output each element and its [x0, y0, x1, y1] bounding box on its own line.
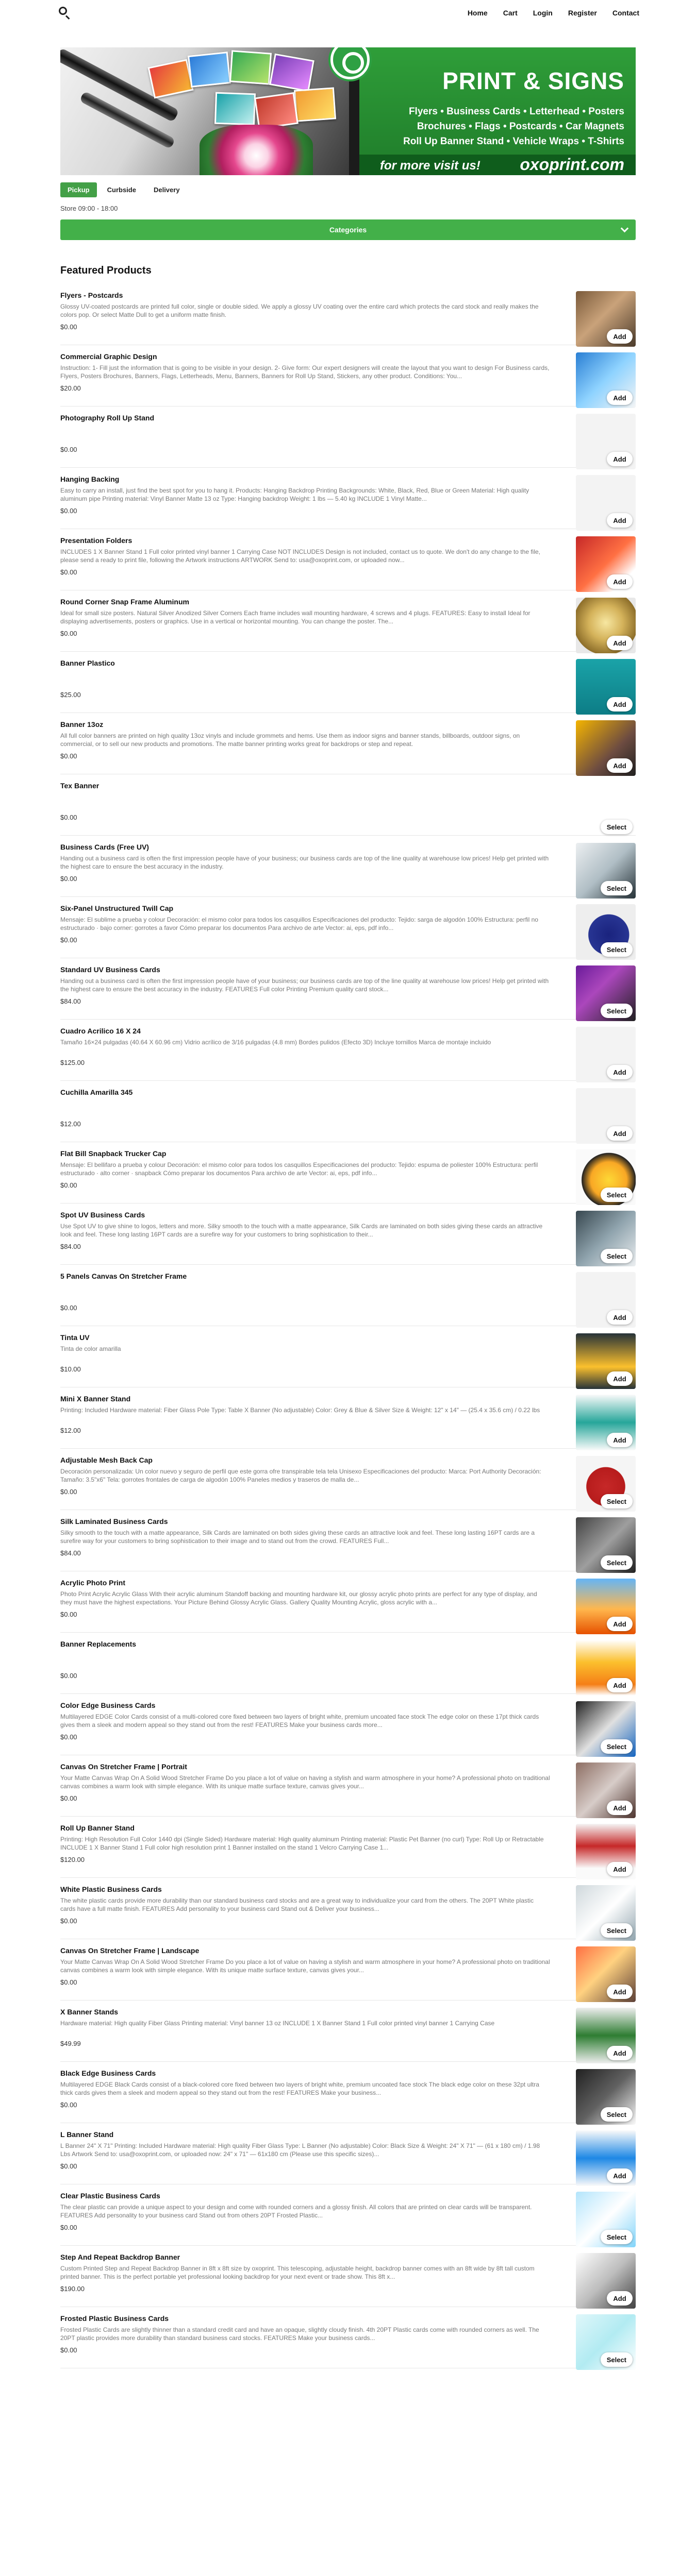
add-to-cart-button[interactable]: Add — [607, 1310, 633, 1325]
product-description — [60, 425, 550, 443]
product-price: $0.00 — [60, 323, 77, 331]
product-price: $0.00 — [60, 1917, 77, 1925]
product-description: Your Matte Canvas Wrap On A Solid Wood Stretcher Frame Do you place a lot of value on having a stylish and warm atmosphere in your home? A professional photo on traditional canvas combines a warm look with simple elegance. With its unique matte surface texture, canvas gives your... — [60, 1958, 550, 1974]
product-item[interactable] — [60, 897, 636, 958]
product-image[interactable] — [576, 2130, 636, 2186]
add-to-cart-button[interactable]: Add — [607, 1617, 633, 1631]
product-price: $125.00 — [60, 1059, 85, 1066]
add-to-cart-button[interactable]: Add — [607, 391, 633, 405]
product-price: $84.00 — [60, 1243, 81, 1250]
add-to-cart-button[interactable]: Add — [607, 1985, 633, 1999]
banner-visit-text: for more visit us! — [380, 159, 480, 173]
product-name[interactable]: Hanging Backing — [60, 475, 120, 483]
service-mode-tabs — [60, 182, 636, 197]
product-item[interactable] — [60, 1081, 636, 1142]
product-price: $84.00 — [60, 1549, 81, 1557]
product-description: INCLUDES 1 X Banner Stand 1 Full color printed vinyl banner 1 Carrying Case NOT INCLUDES Design is not included, contact us to quote. We don't do any change to the file, please send a ready to print file, following the Artwork instructions ARTWORK Send to: usa@oxoprint.com, or uploaded now... — [60, 548, 541, 564]
product-description: Glossy UV-coated postcards are printed full color, single or double sided. We apply a glossy UV coating over the entire card which protects the card stock and really makes the colors pop. Or select Matte Dull to get a uniform matte finish. — [60, 303, 539, 318]
product-price: $49.99 — [60, 2040, 81, 2047]
product-item[interactable] — [60, 1817, 636, 1878]
product-name[interactable]: Black Edge Business Cards — [60, 2069, 156, 2077]
product-price: $20.00 — [60, 384, 81, 392]
product-name[interactable]: Cuchilla Amarilla 345 — [60, 1088, 133, 1096]
product-image[interactable] — [576, 965, 636, 1021]
product-description: Ideal for small size posters. Natural Silver Anodized Silver Corners Each frame includes wall mounting hardware, 4 screws and 4 plugs. FEATURES: Easy to install Ideal for displaying advertisements, posters or graphics. Use in a vertical or horizontal mounting. You can change the poster. The... — [60, 609, 531, 625]
product-price: $0.00 — [60, 507, 77, 515]
add-to-cart-button[interactable]: Add — [607, 1126, 633, 1141]
product-description: The white plastic cards provide more durability than our standard business card stocks and are a great way to individualize your card from the others. The 20PT White plastic cards have a full matte finish. FEATURES Add personality to your business card Stand out & Deliver your business... — [60, 1897, 534, 1912]
banner-text-panel — [359, 47, 636, 175]
select-options-button[interactable]: Select — [601, 942, 633, 957]
product-name[interactable]: Business Cards (Free UV) — [60, 843, 149, 851]
product-image[interactable] — [576, 475, 636, 531]
product-image[interactable] — [576, 2008, 636, 2063]
product-price: $0.00 — [60, 568, 77, 576]
banner-domain: oxoprint.com — [520, 155, 624, 174]
product-image[interactable] — [576, 414, 636, 469]
product-name[interactable]: Flyers - Postcards — [60, 291, 123, 299]
product-description: Your Matte Canvas Wrap On A Solid Wood Stretcher Frame Do you place a lot of value on having a stylish and warm atmosphere in your home? A professional photo on traditional canvas combines a warm look with simple elegance. With its unique matte surface texture, canvas gives your... — [60, 1774, 550, 1790]
add-to-cart-button[interactable]: Add — [607, 1801, 633, 1815]
product-item[interactable] — [60, 1755, 636, 1817]
product-image[interactable] — [576, 1885, 636, 1941]
product-item[interactable] — [60, 2184, 636, 2246]
search-icon[interactable] — [57, 5, 72, 21]
add-to-cart-button[interactable]: Add — [607, 636, 633, 650]
product-item[interactable] — [60, 1510, 636, 1571]
categories-label: Categories — [329, 226, 367, 234]
add-to-cart-button[interactable]: Add — [607, 1433, 633, 1447]
product-name[interactable]: Clear Plastic Business Cards — [60, 2192, 160, 2200]
product-name[interactable]: 5 Panels Canvas On Stretcher Frame — [60, 1272, 187, 1280]
product-image[interactable] — [576, 1149, 636, 1205]
product-image[interactable] — [576, 2192, 636, 2247]
product-name[interactable]: Flat Bill Snapback Trucker Cap — [60, 1149, 167, 1158]
product-price: $0.00 — [60, 1304, 77, 1312]
product-price: $10.00 — [60, 1365, 81, 1373]
add-to-cart-button[interactable]: Add — [607, 2168, 633, 2183]
select-options-button[interactable]: Select — [601, 1923, 633, 1938]
product-item[interactable] — [60, 1571, 636, 1633]
product-name[interactable]: White Plastic Business Cards — [60, 1885, 162, 1893]
product-name[interactable]: Photography Roll Up Stand — [60, 414, 154, 422]
product-image[interactable] — [576, 1395, 636, 1450]
product-name[interactable]: Standard UV Business Cards — [60, 965, 160, 974]
product-description: Printing: High Resolution Full Color 1440 dpi (Single Sided) Hardware material: High quality aluminum Printing material: Plastic Pet Banner (no curl) Type: Roll Up or Retractable INCLUDE 1 X Banner Stand 1 Full color high resolution print 1 Banner installed on the stand 1 Velcro Carrying Case 1... — [60, 1836, 544, 1851]
product-description: Multilayered EDGE Color Cards consist of a multi-colored core fixed between two layers of bright white, premium uncoated face stock The edge color on these 17pt thick cards gives them a sleek and modern appeal so they stand out from the rest! FEATURES Make your business cards more... — [60, 1713, 539, 1728]
product-image[interactable] — [576, 1517, 636, 1573]
product-price: $0.00 — [60, 2346, 77, 2354]
product-item[interactable] — [60, 1633, 636, 1694]
banner-line: Flyers • Business Cards • Letterhead • Posters — [408, 106, 624, 117]
product-description: L Banner 24" X 71" Printing: Included Hardware material: High quality Fiber Glass Type: L Banner (No adjustable) Color: Black Size & Weight: 24" X 71" — (61 x 180 cm) / 1.98 Lbs Artwork Send to: usa@oxoprint.com, or uploaded now: 24" x 71" — 61x180 cm (Please use this specific sizes)... — [60, 2142, 540, 2158]
product-name[interactable]: Round Corner Snap Frame Aluminum — [60, 598, 189, 606]
banner-artwork — [60, 47, 349, 175]
nav-home[interactable]: Home — [467, 9, 488, 17]
product-image[interactable] — [576, 1272, 636, 1328]
product-price: $190.00 — [60, 2285, 85, 2293]
product-item[interactable] — [60, 1020, 636, 1081]
product-item[interactable] — [60, 652, 636, 713]
product-price: $120.00 — [60, 1856, 85, 1863]
product-description: Handing out a business card is often the first impression people have of your business; our business cards are top of the line quality at warehouse low prices! Help get printed with the highest care to ensure the best accuracy in the industry. — [60, 855, 549, 870]
product-image[interactable] — [576, 1824, 636, 1879]
product-name[interactable]: Mini X Banner Stand — [60, 1395, 131, 1403]
product-description: Handing out a business card is often the first impression people have of your business; our business cards are top of the line quality at warehouse low prices! Help get printed with the highest care to ensure the best accuracy in the industry. FEATURES Full color Printing Premium quality card stock... — [60, 977, 549, 993]
product-name[interactable]: Tinta UV — [60, 1333, 90, 1342]
select-options-button[interactable]: Select — [601, 2230, 633, 2244]
product-description: Easy to carry an install, just find the best spot for you to hang it. Products: Hanging Backdrop Printing Backgrounds: White, Black, Red, Blue or Green Material: High quality aluminum pipe Printing material: Vinyl Banner Matte 13 oz Type: Hanging backdrop Weight: 1 lbs — 5.40 kg INCLUDE 1 Vinyl Matte... — [60, 487, 529, 502]
product-name[interactable]: Step And Repeat Backdrop Banner — [60, 2253, 180, 2261]
banner-line: Roll Up Banner Stand • Vehicle Wraps • T-Shirts — [403, 136, 624, 147]
product-image[interactable] — [576, 1027, 636, 1082]
product-item[interactable] — [60, 1142, 636, 1204]
product-image[interactable] — [576, 1946, 636, 2002]
select-options-button[interactable]: Select — [601, 1739, 633, 1754]
product-item[interactable] — [60, 1449, 636, 1510]
product-image[interactable] — [576, 1333, 636, 1389]
product-price: $0.00 — [60, 1181, 77, 1189]
product-image[interactable] — [576, 1211, 636, 1266]
product-image[interactable] — [576, 659, 636, 715]
product-item[interactable] — [60, 1878, 636, 1939]
product-name[interactable]: X Banner Stands — [60, 2008, 119, 2016]
product-item[interactable] — [60, 1326, 636, 1387]
product-description: All full color banners are printed on high quality 13oz vinyls and include grommets and hems. Use them as indoor signs and banner stands, billboards, outdoor signs, on commercial, or to sell our new products and promotions. The matte banner printing works great for backdrops or step and repeat. — [60, 732, 520, 748]
product-name[interactable]: Commercial Graphic Design — [60, 352, 157, 361]
product-name[interactable]: Six-Panel Unstructured Twill Cap — [60, 904, 174, 912]
product-description — [60, 670, 550, 688]
product-name[interactable]: Color Edge Business Cards — [60, 1701, 156, 1709]
banner-footer-strip — [359, 155, 636, 175]
product-item[interactable] — [60, 1694, 636, 1755]
product-description: Photo Print Acrylic Acrylic Glass With their acrylic aluminum Standoff backing and mounting hardware kit, our glossy acrylic photo prints are perfect for any type of display, and they must have the highest expectations. Your Picture Behind Glossy Acrylic Glass. Gallery Quality Mounting Acrylic, gloss acrylic with a... — [60, 1590, 537, 1606]
product-description: Use Spot UV to give shine to logos, letters and more. Silky smooth to the touch with a matte appearance, Silk Cards are laminated on both sides giving these cards an attractive look and feel. These long lasting 16PT cards are a surefire way for your customers to bring sophistication to their... — [60, 1223, 543, 1238]
select-options-button[interactable]: Select — [601, 1249, 633, 1263]
product-price: $0.00 — [60, 1672, 77, 1680]
product-item[interactable] — [60, 1265, 636, 1326]
product-item[interactable] — [60, 590, 636, 652]
product-price: $0.00 — [60, 1978, 77, 1986]
product-price: $0.00 — [60, 936, 77, 944]
product-item[interactable] — [60, 468, 636, 529]
featured-products-title: Featured Products — [60, 265, 152, 276]
select-options-button[interactable]: Select — [601, 1555, 633, 1570]
store-hours: Store 09:00 - 18:00 — [60, 205, 118, 212]
product-price: $0.00 — [60, 875, 77, 883]
product-image[interactable] — [576, 1701, 636, 1757]
product-price: $0.00 — [60, 1794, 77, 1802]
product-price: $0.00 — [60, 1611, 77, 1618]
add-to-cart-button[interactable]: Add — [607, 1862, 633, 1876]
tab-curbside[interactable]: Curbside — [100, 182, 143, 197]
categories-dropdown[interactable] — [60, 219, 636, 240]
add-to-cart-button[interactable]: Add — [607, 1678, 633, 1692]
product-image[interactable] — [576, 782, 636, 837]
add-to-cart-button[interactable]: Add — [607, 452, 633, 466]
add-to-cart-button[interactable]: Add — [607, 2291, 633, 2306]
product-image[interactable] — [576, 598, 636, 653]
product-price: $0.00 — [60, 446, 77, 453]
product-name[interactable]: Banner 13oz — [60, 720, 104, 728]
product-price: $0.00 — [60, 1488, 77, 1496]
product-item[interactable] — [60, 2062, 636, 2123]
product-description: The clear plastic can provide a unique aspect to your design and come with rounded corners and a glossy finish. All colors that are printed on clear cards will be transparent. FEATURES Add personality to your business card Stand out from others 20PT Frosted Plastic... — [60, 2204, 532, 2219]
product-name[interactable]: Presentation Folders — [60, 536, 132, 545]
hero-banner — [60, 47, 636, 175]
product-price: $0.00 — [60, 630, 77, 637]
product-description: Silky smooth to the touch with a matte appearance, Silk Cards are laminated on both sides giving these cards an attractive look and feel. These long lasting 16PT cards are a surefire way for your customers to bring sophistication to their image and to stand out from the crowd. FEATURES Full... — [60, 1529, 535, 1545]
tab-delivery[interactable]: Delivery — [146, 182, 187, 197]
product-name[interactable]: Acrylic Photo Print — [60, 1579, 126, 1587]
product-image[interactable] — [576, 1762, 636, 1818]
product-price: $0.00 — [60, 752, 77, 760]
product-image[interactable] — [576, 904, 636, 960]
product-description — [60, 1099, 550, 1117]
product-name[interactable]: Frosted Plastic Business Cards — [60, 2314, 169, 2323]
product-image[interactable] — [576, 1640, 636, 1696]
select-options-button[interactable]: Select — [601, 2107, 633, 2122]
product-description: Printing: Included Hardware material: Fiber Glass Pole Type: Table X Banner (No adjustable) Color: Grey & Blue & Silver Size & Weight: 12" x 14" — (25.4 x 35.6 cm) / 0.22 lbs — [60, 1406, 540, 1414]
banner-title: PRINT & SIGNS — [442, 67, 624, 94]
product-description: Decoración personalizada: Un color nuevo y seguro de perfil que este gorra ofre transpirable tela tela Unisexo Especificaciones del producto: Marca: Port Authority Decoración: Tamaño: 3.5"x6" Tela: gorrotes frontales de carga de algodón 100% Paneles medios y traseros de malla de... — [60, 1468, 541, 1483]
product-item[interactable] — [60, 958, 636, 1020]
product-image[interactable] — [576, 291, 636, 347]
product-item[interactable] — [60, 1204, 636, 1265]
product-name[interactable]: Canvas On Stretcher Frame | Portrait — [60, 1762, 187, 1771]
product-description: Frosted Plastic Cards are slightly thinner than a standard credit card and have an opaque, slightly cloudy finish. 4th 20PT Plastic cards come with rounded corners as well. The 20PT plastic provides more durability than standard business card stocks. FEATURES Make your business cards... — [60, 2326, 539, 2342]
product-image[interactable] — [576, 1579, 636, 1634]
product-image[interactable] — [576, 720, 636, 776]
product-item[interactable] — [60, 2123, 636, 2184]
product-price: $12.00 — [60, 1120, 81, 1128]
product-description — [60, 793, 550, 810]
product-name[interactable]: L Banner Stand — [60, 2130, 114, 2139]
product-name[interactable]: Banner Replacements — [60, 1640, 137, 1648]
product-item[interactable] — [60, 1387, 636, 1449]
nav-register[interactable]: Register — [568, 9, 597, 17]
product-image[interactable] — [576, 536, 636, 592]
product-item[interactable] — [60, 529, 636, 590]
product-description: Instruction: 1- Fill just the information that is going to be visible in your design. 2- Give form: Our expert designers will create the layout that you want to design For Business cards, Flyers, Posters Brochures, Banners, Flags, Letterheads, Menu, Banners, Banners for Roll Up Stand, Stickers, any other product. Conditions: You... — [60, 364, 550, 380]
add-to-cart-button[interactable]: Add — [607, 758, 633, 773]
product-description: Multilayered EDGE Black Cards consist of a black-colored core fixed between two layers of bright white, premium uncoated face stock The black edge color on these 32pt ultra thick cards gives them a sleek and modern appeal so they stand out from the rest! FEATURES Make your business... — [60, 2081, 539, 2096]
add-to-cart-button[interactable]: Add — [607, 329, 633, 344]
product-description: Mensaje: El bellifaro a prueba y colour Decoración: el mismo color para todos los casquillos Especificaciones del producto: Tejido: espuma de poliester 100% Estructura: perfil estructurado · alto corner · snapback Cómo preparar los documentos Para archivo de arte Vector: ai, eps, pdf info... — [60, 1161, 538, 1177]
select-options-button[interactable]: Select — [601, 2352, 633, 2367]
select-options-button[interactable]: Select — [601, 881, 633, 895]
nav-contact[interactable]: Contact — [612, 9, 639, 17]
product-name[interactable]: Tex Banner — [60, 782, 100, 790]
product-price: $0.00 — [60, 2162, 77, 2170]
product-description — [60, 1283, 550, 1301]
product-price: $0.00 — [60, 2224, 77, 2231]
add-to-cart-button[interactable]: Add — [607, 1371, 633, 1386]
product-price: $84.00 — [60, 997, 81, 1005]
product-description: Tinta de color amarilla — [60, 1345, 121, 1352]
product-price: $0.00 — [60, 1733, 77, 1741]
product-price: $0.00 — [60, 2101, 77, 2109]
nav-cart[interactable]: Cart — [503, 9, 518, 17]
product-name[interactable]: Silk Laminated Business Cards — [60, 1517, 168, 1526]
product-item[interactable] — [60, 2246, 636, 2307]
product-item[interactable] — [60, 345, 636, 406]
add-to-cart-button[interactable]: Add — [607, 697, 633, 711]
add-to-cart-button[interactable]: Add — [607, 1065, 633, 1079]
product-price: $0.00 — [60, 814, 77, 821]
product-price: $25.00 — [60, 691, 81, 699]
product-item[interactable] — [60, 2001, 636, 2062]
product-image[interactable] — [576, 352, 636, 408]
nav-login[interactable]: Login — [533, 9, 553, 17]
add-to-cart-button[interactable]: Add — [607, 513, 633, 528]
top-navigation-bar — [0, 0, 696, 26]
product-item[interactable] — [60, 836, 636, 897]
product-description: Custom Printed Step and Repeat Backdrop Banner in 8ft x 8ft size by oxoprint. This telescoping, adjustable height, backdrop banner comes with an 8ft wide by 8ft tall custom printed banner. This is the perfect portable yet professional looking backdrop for your next event or trade show. This 8ft x... — [60, 2265, 535, 2280]
select-options-button[interactable]: Select — [601, 1188, 633, 1202]
product-item[interactable] — [60, 774, 636, 836]
product-image[interactable] — [576, 1088, 636, 1144]
product-description: Tamaño 16×24 pulgadas (40.64 X 60.96 cm) Vidrio acrílico de 3/16 pulgadas (4.8 mm) Bordes pulidos (Efecto 3D) Incluye tornillos Marca de montaje incluido — [60, 1039, 491, 1046]
product-name[interactable]: Banner Plastico — [60, 659, 115, 667]
product-item[interactable] — [60, 713, 636, 774]
banner-line: Brochures • Flags • Postcards • Car Magnets — [417, 121, 624, 132]
product-image[interactable] — [576, 843, 636, 899]
product-price: $12.00 — [60, 1427, 81, 1434]
product-item[interactable] — [60, 284, 636, 345]
add-to-cart-button[interactable]: Add — [607, 2046, 633, 2060]
product-image[interactable] — [576, 2253, 636, 2309]
product-image[interactable] — [576, 1456, 636, 1512]
tab-pickup[interactable]: Pickup — [60, 182, 97, 197]
product-description: Mensaje: El sublime a prueba y colour Decoración: el mismo color para todos los casquillos Especificaciones del producto: Tejido: sarga de algodón 100% Estructura: perfil no estructurado · bajo corner: gorrotes a favor Cómo preparar los documentos Para archivo de arte Vector: ai, eps, pdf info... — [60, 916, 538, 931]
product-item[interactable] — [60, 1939, 636, 2001]
product-image[interactable] — [576, 2069, 636, 2125]
product-name[interactable]: Canvas On Stretcher Frame | Landscape — [60, 1946, 200, 1955]
product-item[interactable] — [60, 2307, 636, 2368]
product-item[interactable] — [60, 406, 636, 468]
product-description: Hardware material: High quality Fiber Glass Printing material: Vinyl banner 13 oz INCLUDE 1 X Banner Stand 1 Full color printed vinyl banner 1 Carrying Case — [60, 2020, 495, 2027]
product-list — [60, 284, 636, 2368]
banner-services — [367, 104, 624, 149]
product-image[interactable] — [576, 2314, 636, 2370]
main-nav — [468, 9, 639, 17]
product-description — [60, 1651, 550, 1669]
select-options-button[interactable]: Select — [601, 1494, 633, 1509]
add-to-cart-button[interactable]: Add — [607, 574, 633, 589]
product-name[interactable]: Adjustable Mesh Back Cap — [60, 1456, 153, 1464]
product-name[interactable]: Spot UV Business Cards — [60, 1211, 145, 1219]
product-name[interactable]: Roll Up Banner Stand — [60, 1824, 135, 1832]
select-options-button[interactable]: Select — [601, 820, 633, 834]
chevron-down-icon — [621, 225, 629, 233]
product-name[interactable]: Cuadro Acrilico 16 X 24 — [60, 1027, 141, 1035]
select-options-button[interactable]: Select — [601, 1004, 633, 1018]
